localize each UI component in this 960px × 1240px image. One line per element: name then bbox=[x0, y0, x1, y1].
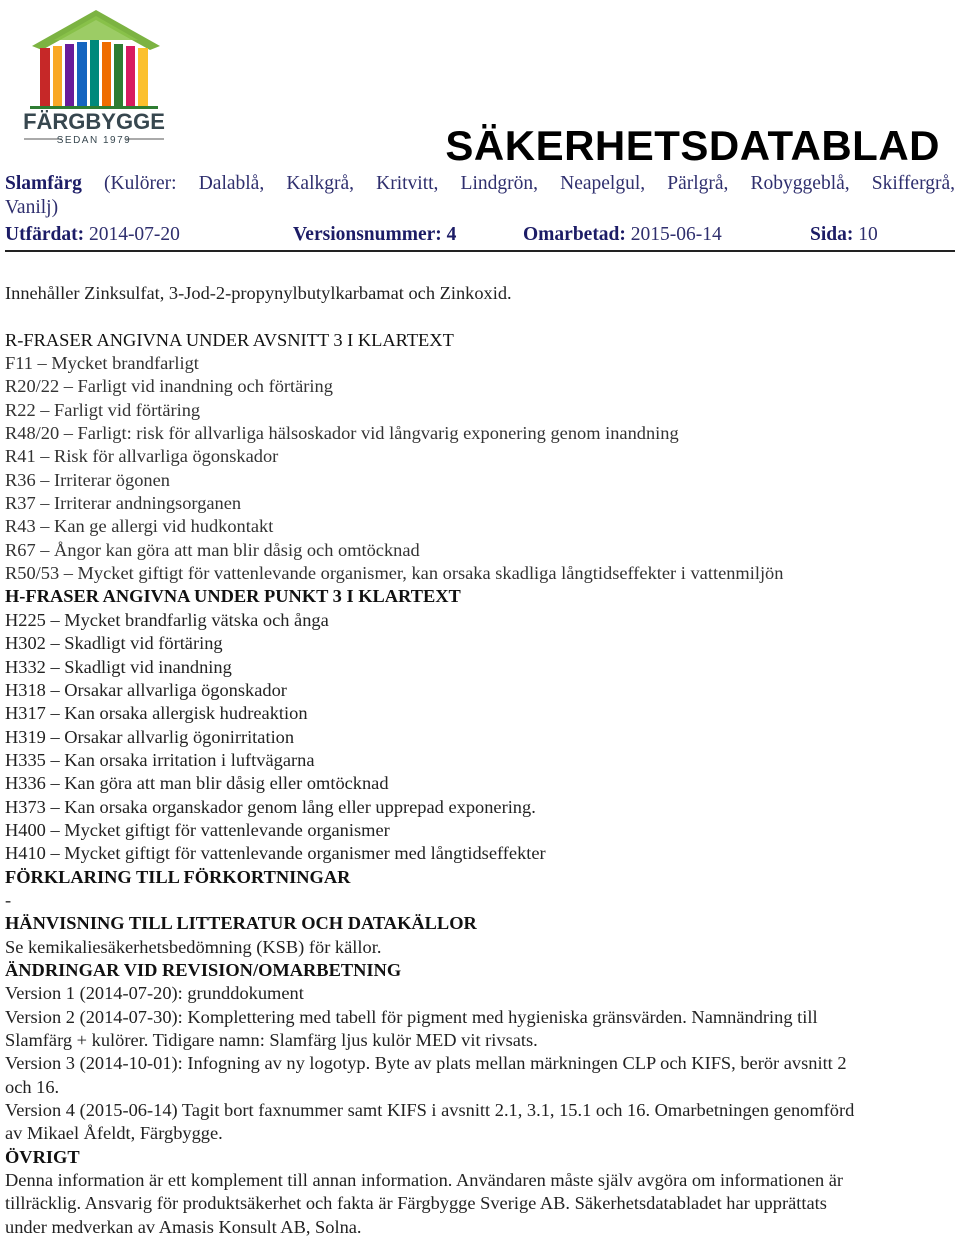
revision-entry: Version 3 (2014-10-01): Infogning av ny logotyp. Byte av plats mellan märkningen CLP och KIFS, berör avsnitt 2 bbox=[5, 1053, 847, 1074]
product-name: Slamfärg bbox=[5, 173, 82, 194]
abbreviations-heading: FÖRKLARING TILL FÖRKORTNINGAR bbox=[5, 866, 351, 887]
issued-date: Utfärdat: 2014-07-20 bbox=[5, 224, 180, 245]
h-phrases-heading: H-FRASER ANGIVNA UNDER PUNKT 3 I KLARTEXT bbox=[5, 586, 461, 607]
intro-text: Innehåller Zinksulfat, 3-Jod-2-propynylbutylkarbamat och Zinkoxid. bbox=[5, 283, 512, 303]
page-number: Sida: 10 bbox=[810, 224, 878, 245]
h-phrases-list bbox=[5, 609, 955, 866]
r-phrase: R43 – Kan ge allergi vid hudkontakt bbox=[5, 516, 274, 537]
logo-tagline: SEDAN 1979 bbox=[56, 135, 132, 146]
literature-heading: HÄNVISNING TILL LITTERATUR OCH DATAKÄLLOR bbox=[5, 913, 477, 934]
revision-entry: Version 1 (2014-07-20): grunddokument bbox=[5, 983, 304, 1004]
abbreviations-text: - bbox=[5, 889, 12, 910]
h-phrase: H225 – Mycket brandfarlig vätska och ånga bbox=[5, 609, 329, 630]
h-phrase: H410 – Mycket giftigt för vattenlevande organismer med långtidseffekter bbox=[5, 843, 546, 864]
product-variants: (Kulörer: Dalablå, Kalkgrå, Kritvitt, Lindgrön, Neapelgul, Pärlgrå, Robyggeblå, Skiffergrå, bbox=[104, 173, 956, 194]
revision-entry-continued: och 16. bbox=[5, 1076, 60, 1097]
h-phrase: H332 – Skadligt vid inandning bbox=[5, 656, 232, 677]
revision-heading: ÄNDRINGAR VID REVISION/OMARBETNING bbox=[5, 959, 402, 980]
r-phrase: R37 – Irriterar andningsorganen bbox=[5, 493, 242, 514]
other-text: Denna information är ett komplement till annan information. Användaren måste själv avgöra om informationen är bbox=[5, 1170, 844, 1191]
r-phrases-list bbox=[5, 352, 955, 585]
revision-entry: Version 4 (2015-06-14) Tagit bort faxnummer samt KIFS i avsnitt 2.1, 3.1, 15.1 och 16. Omarbetningen genomförd bbox=[5, 1100, 855, 1121]
r-phrase: R41 – Risk för allvarliga ögonskador bbox=[5, 446, 279, 467]
r-phrase: R48/20 – Farligt: risk för allvarliga hälsoskador vid långvarig exponering genom inandning bbox=[5, 423, 679, 444]
document-meta-row bbox=[5, 222, 955, 252]
r-phrase: R36 – Irriterar ögonen bbox=[5, 469, 170, 490]
h-phrase: H302 – Skadligt vid förtäring bbox=[5, 633, 223, 654]
product-line bbox=[5, 172, 955, 196]
r-phrase: R20/22 – Farligt vid inandning och förtäring bbox=[5, 376, 333, 397]
literature-text: Se kemikaliesäkerhetsbedömning (KSB) för källor. bbox=[5, 936, 382, 957]
r-phrase: R22 – Farligt vid förtäring bbox=[5, 399, 201, 420]
revision-entry: Version 2 (2014-07-30): Komplettering med tabell för pigment med hygieniska gränsvärden. Namnändring till bbox=[5, 1006, 818, 1027]
fargbygge-logo bbox=[4, 6, 184, 146]
r-phrase: R67 – Ångor kan göra att man blir dåsig och omtöcknad bbox=[5, 539, 420, 560]
r-phrase: R50/53 – Mycket giftigt för vattenlevande organismer, kan orsaka skadliga långtidseffekter i vattenmiljön bbox=[5, 563, 784, 584]
h-phrase: H335 – Kan orsaka irritation i luftvägarna bbox=[5, 749, 315, 770]
other-text: tillräcklig. Ansvarig för produktsäkerhet och fakta är Färgbygge Sverige AB. Säkerhetsdatabladet har upprättats bbox=[5, 1193, 827, 1214]
revision-entry-continued: av Mikael Åfeldt, Färgbygge. bbox=[5, 1123, 223, 1144]
other-heading: ÖVRIGT bbox=[5, 1146, 80, 1167]
revision-entry-continued: Slamfärg + kulörer. Tidigare namn: Slamfärg ljus kulör MED vit rivsats. bbox=[5, 1030, 538, 1050]
h-phrase: H317 – Kan orsaka allergisk hudreaktion bbox=[5, 703, 308, 724]
document-title: SÄKERHETSDATABLAD bbox=[445, 122, 940, 169]
h-phrase: H373 – Kan orsaka organskador genom lång eller upprepad exponering. bbox=[5, 796, 536, 817]
document-body bbox=[5, 282, 955, 1239]
logo-wordmark: FÄRGBYGGE bbox=[23, 109, 165, 134]
product-variants-continued: Vanilj) bbox=[5, 197, 59, 218]
other-text: under medverkan av Amasis Konsult AB, Solna. bbox=[5, 1216, 362, 1237]
h-phrase: H336 – Kan göra att man blir dåsig eller omtöcknad bbox=[5, 773, 389, 794]
h-phrase: H318 – Orsakar allvarliga ögonskador bbox=[5, 679, 287, 700]
r-phrases-heading: R-FRASER ANGIVNA UNDER AVSNITT 3 I KLARTEXT bbox=[5, 329, 454, 350]
revised-date: Omarbetad: 2015-06-14 bbox=[523, 224, 722, 245]
r-phrase: F11 – Mycket brandfarligt bbox=[5, 353, 199, 374]
version-number: Versionsnummer: 4 bbox=[293, 224, 457, 245]
h-phrase: H319 – Orsakar allvarlig ögonirritation bbox=[5, 726, 295, 747]
h-phrase: H400 – Mycket giftigt för vattenlevande organismer bbox=[5, 819, 390, 840]
